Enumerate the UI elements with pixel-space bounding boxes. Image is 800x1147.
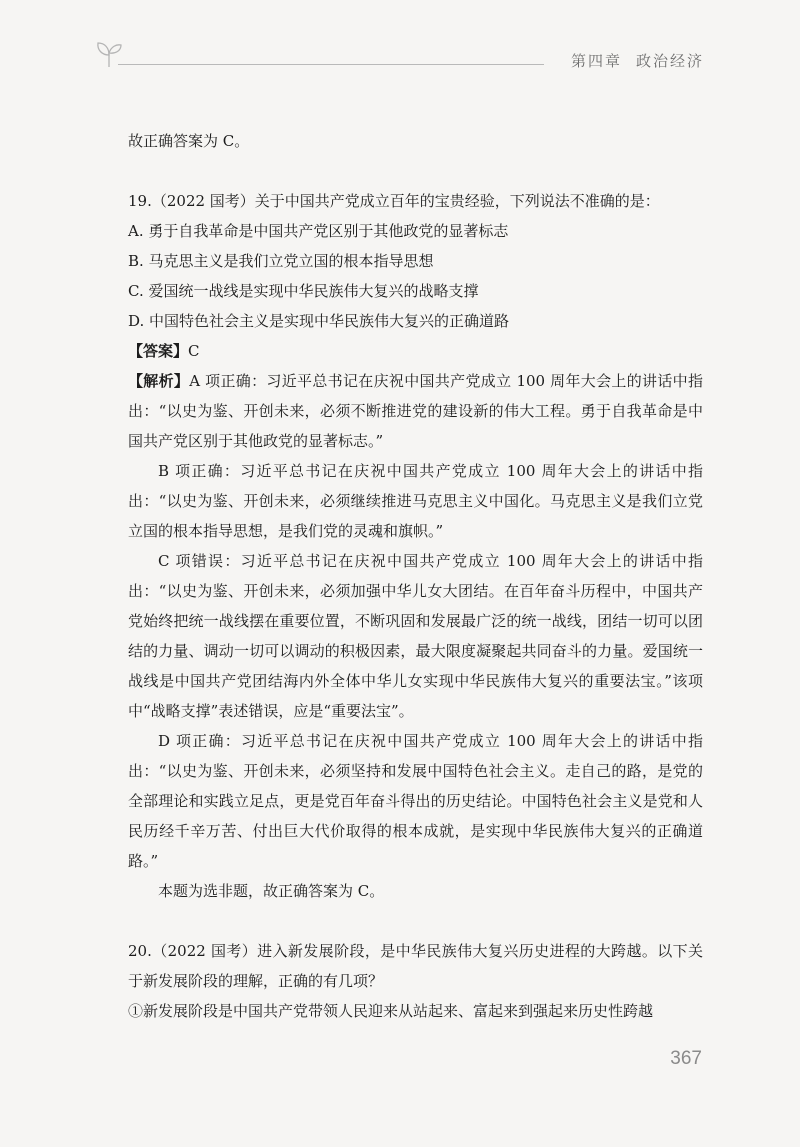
q19-option-b: B. 马克思主义是我们立党立国的根本指导思想 <box>128 252 434 270</box>
chapter-title: 政治经济 <box>635 52 704 70</box>
q19-analysis-b: B 项正确：习近平总书记在庆祝中国共产党成立 100 周年大会上的讲话中指出：“以史为鉴、开创未来，必须继续推进马克思主义中国化。马克思主义是我们立党立国的根本指导思想，是我们党的灵魂和旗帜。” <box>128 462 703 540</box>
answer-value: C <box>188 342 200 360</box>
chapter-number: 第四章 <box>570 52 622 70</box>
page-body <box>128 126 703 1026</box>
q19-analysis-a <box>128 366 703 456</box>
q19-analysis-d: D 项正确：习近平总书记在庆祝中国共产党成立 100 周年大会上的讲话中指出：“以史为鉴、开创未来，必须坚持和发展中国特色社会主义。走自己的路，是党的全部理论和实践立足点，更是党百年奋斗得出的历史结论。中国特色社会主义是党和人民历经千辛万苦、付出巨大代价取得的根本成就，是实现中华民族伟大复兴的正确道路。” <box>128 732 703 870</box>
q20-stem: 20.（2022 国考）进入新发展阶段，是中华民族伟大复兴历史进程的大跨越。以下关于新发展阶段的理解，正确的有几项？ <box>128 942 703 990</box>
q19-answer <box>128 336 703 366</box>
analysis-a-text: A 项正确：习近平总书记在庆祝中国共产党成立 100 周年大会上的讲话中指出：“以史为鉴、开创未来，必须不断推进党的建设新的伟大工程。勇于自我革命是中国共产党区别于其他政党的显著标志。” <box>128 372 703 450</box>
running-header <box>0 0 800 90</box>
q19-option-c: C. 爱国统一战线是实现中华民族伟大复兴的战略支撑 <box>128 282 479 300</box>
q20-item-1: ①新发展阶段是中国共产党带领人民迎来从站起来、富起来到强起来历史性跨越 <box>128 1002 654 1020</box>
header-rule <box>118 64 544 65</box>
page-number: 367 <box>670 1048 702 1069</box>
q19-analysis-c: C 项错误：习近平总书记在庆祝中国共产党成立 100 周年大会上的讲话中指出：“以史为鉴、开创未来，必须加强中华儿女大团结。在百年奋斗历程中，中国共产党始终把统一战线摆在重要位置，不断巩固和发展最广泛的统一战线，团结一切可以团结的力量、调动一切可以调动的积极因素，最大限度凝聚起共同奋斗的力量。爱国统一战线是中国共产党团结海内外全体中华儿女实现中华民族伟大复兴的重要法宝。”该项中“战略支撑”表述错误，应是“重要法宝”。 <box>128 552 703 720</box>
previous-conclusion: 故正确答案为 C。 <box>128 132 250 150</box>
q19-option-a: A. 勇于自我革命是中国共产党区别于其他政党的显著标志 <box>128 222 509 240</box>
answer-label: 【答案】 <box>128 342 189 360</box>
q19-option-d: D. 中国特色社会主义是实现中华民族伟大复兴的正确道路 <box>128 312 510 330</box>
q19-conclusion: 本题为选非题，故正确答案为 C。 <box>158 882 385 900</box>
q19-stem: 19.（2022 国考）关于中国共产党成立百年的宝贵经验，下列说法不准确的是： <box>128 192 660 210</box>
analysis-label: 【解析】 <box>128 372 190 390</box>
chapter-heading <box>571 50 704 71</box>
